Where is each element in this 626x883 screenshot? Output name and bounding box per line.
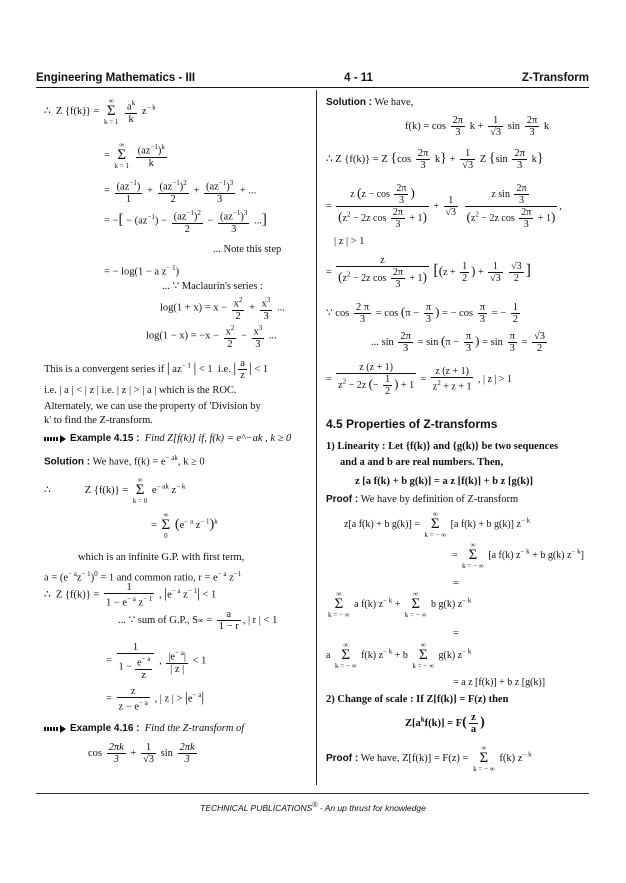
registered-mark: ®: [312, 802, 318, 809]
footer-rule: [36, 793, 589, 794]
section-heading: 4.5 Properties of Z-transforms: [326, 417, 498, 431]
page-header: [36, 72, 589, 84]
arrow-icon: [44, 726, 66, 732]
change-of-scale-2: $Z[a^kf(k)] = F$( $\frac{z}{a}$ ): [405, 712, 485, 735]
linearity-statement: z [a f(k) + b g(k)] = a z [f(k)] + b z [g(k)]: [355, 476, 534, 487]
right-cos-identity: ∵ cos $\frac{2 \pi}{3}$ = cos (π − $\frac{\pi}{3}$ ) = − cos $\frac{\pi}{3}$ = − $\frac{1}{2}$: [326, 302, 519, 325]
proof-eq-4: a ∞ Σ k = − ∞ f(k) $z^{- k} + b$ ∞ Σ k = − ∞ g(k) $z^{- k}$: [326, 641, 472, 670]
change-of-scale-proof: Proof : We have, Z[f(k)] = F(z) = ∞ Σ k = − ∞ f(k) $z^{- k}$: [326, 744, 532, 773]
left-eq-4: = −[ − $(az^{-1})$ − $\frac{(az^{-1})^2}{2}$ − $\frac{(az^{-1})^3}{3}$ ...]: [104, 209, 267, 235]
header-chapter: Z-Transform: [521, 72, 589, 84]
left-eq-s4: ... ∵ sum of G.P., S∞ = $\frac{a}{1 - r}$ , | r | < 1: [118, 609, 278, 632]
left-note: ... Note this step: [213, 244, 282, 255]
change-of-scale-1: 2) Change of scale : If Z[f(k)] = F(z) then: [326, 694, 509, 705]
left-eq-s2: = ∞ Σ 0 ($e^{- a}$ $z^{- 1})^k$: [151, 511, 218, 540]
linearity-line-2: and a and b are real numbers. Then,: [340, 457, 504, 468]
left-maclaurin: ... ∵ Maclaurin's series :: [162, 281, 264, 292]
footer-tagline: - An up thrust for knowledge: [317, 802, 426, 813]
left-log-minus: log(1 − x) = −x − $\frac{x^2}{2}$ − $\frac{x^3}{3}$ ...: [146, 324, 277, 350]
column-divider: [316, 90, 317, 785]
proof-equals-2: =: [453, 628, 459, 639]
left-solution-4-15: Solution : We have, $f(k) = e^{- ak}$, k ≥ 0: [44, 454, 205, 468]
header-page-number: 4 - 11: [344, 72, 373, 84]
left-roc: i.e. | a | < | z | i.e. | z | > | a | which is the ROC.: [44, 385, 237, 396]
arrow-icon: [44, 436, 66, 442]
left-gp-2: $a = (e^{- a}z^{- 1})^0 = 1$ and common ratio, $r = e^{- a}$ $z^{-1}$: [44, 570, 242, 584]
left-eq-5: = − log(1 − a $z^{- 1}$): [104, 264, 180, 278]
right-roc-1: | z | > 1: [334, 236, 365, 247]
left-gp-1: which is an infinite G.P. with first term,: [78, 552, 245, 563]
right-solution: Solution : We have,: [326, 97, 414, 108]
proof-eq-5: = a z [f(k)] + b z [g(k)]: [453, 677, 546, 688]
example-4-16: Example 4.16 : Find the Z-transform of: [44, 723, 244, 735]
right-eq-1: f(k) = cos $\frac{2\pi}{3}$ k + $\frac{1}{√3}$ sin $\frac{2\pi}{3}$ k: [405, 115, 550, 138]
left-eq-s6: = $\frac{z}{z - e^{- a}}$ , | z | > $|e^{- a}|$: [106, 686, 205, 713]
left-eq-s1: ∴ Z {f(k)} = ∞ Σ k = 0 $e^{- ak}$ $z^{- k}$: [44, 476, 186, 505]
right-eq-5: = z (z + 1) $z^2 - 2z$ (− $\frac{1}{2}$ ) + 1 = $\frac{z (z + 1)}{z^2 + z + 1}$ , | z | > 1: [326, 362, 513, 397]
left-eq-s3: ∴ Z {f(k)} = $\frac{1}{1 - e^{- a} z^{- 1}}$ , $|e^{- a}$ $z^{- 1}| < 1$: [44, 582, 217, 609]
left-convergent: This is a convergent series if | $az^{- 1}$ | < 1 i.e. | $\frac{a}{z}$ | < 1: [44, 358, 269, 381]
right-eq-4: = z ($z^2 - 2z$ cos $\frac{2\pi}{3}$ + 1) [(z + $\frac{1}{2}$ ) + $\frac{1}{√3}$ $\frac{√3}{2}$ ]: [326, 255, 531, 290]
proof-equals-1: =: [453, 578, 459, 589]
left-eq-2: = ∞ Σ k = 1 $\frac{(az^{-1})^k}{k}$: [104, 141, 165, 170]
left-eq-s5: = 1 1 − $\frac{e^{- a}}{z}$ , $\frac{|e^{- a}|}{| z |}$ < 1: [106, 642, 207, 681]
proof-eq-2: = ∞ Σ k = − ∞ [a f(k) $z^{- k} + b$ g(k) $z^{- k}$]: [452, 541, 584, 570]
proof-eq-3: ∞ Σ k = − ∞ a f(k) $z^{- k}$ + ∞ Σ k = − ∞ b g(k) $z^{- k}$: [328, 590, 472, 619]
footer-brand: TECHNICAL PUBLICATIONS: [200, 802, 313, 813]
left-alternately-2: k' to find the Z-transform.: [44, 415, 153, 426]
example-4-15: Example 4.15 : Find Z[f(k)] if, f(k) = e^−ak , k ≥ 0: [44, 433, 291, 445]
left-eq-1: ∴ Z {f(k)} = ∞ Σ k = 1 $\frac{a^k}{k}$ $z^{- k}$: [44, 97, 156, 126]
proof-eq-1: z[a f(k) + b g(k)] = ∞ Σ k = − ∞ [a f(k) + b g(k)] $z^{- k}$: [344, 510, 531, 539]
header-book-title: Engineering Mathematics - III: [36, 72, 196, 84]
left-eq-3: = $\frac{(az^{-1})}{1}$ + $\frac{(az^{-1})^2}{2}$ + $\frac{(az^{-1})^3}{3}$ + ...: [104, 179, 257, 205]
right-eq-2: ∴ Z {f(k)} = Z {cos $\frac{2\pi}{3}$ k} + $\frac{1}{√3}$ Z {sin $\frac{2\pi}{3}$ k}: [326, 148, 544, 171]
header-rule: [36, 87, 589, 88]
linearity-line-1: 1) Linearity : Let {f(k)} and {g(k)} be two sequences: [326, 441, 559, 452]
left-log-plus: log(1 + x) = x − $\frac{x^2}{2}$ + $\frac{x^3}{3}$ ...: [160, 296, 285, 322]
page-footer: [0, 802, 626, 813]
right-eq-3: = z (z − cos $\frac{2\pi}{3}$ ) ($z^2 - 2z$ cos $\frac{2\pi}{3}$ + 1) + $\frac{1}{√3}$ z sin $\frac{2\pi}{3}$ ($z^2 - 2z$ cos $\frac{2\pi}{3}$ + 1) ,: [326, 183, 562, 230]
right-sin-identity: ... sin $\frac{2\pi}{3}$ = sin (π − $\frac{\pi}{3}$ ) = sin $\frac{\pi}{3}$ = $\frac{√3}{2}$: [371, 331, 546, 354]
linearity-proof: Proof : We have by definition of Z-transform: [326, 494, 519, 505]
example-4-16-expression: cos $\frac{2\pi k}{3}$ + $\frac{1}{√3}$ sin $\frac{2\pi k}{3}$: [88, 742, 195, 765]
left-alternately-1: Alternately, we can use the property of 'Division by: [44, 401, 261, 412]
